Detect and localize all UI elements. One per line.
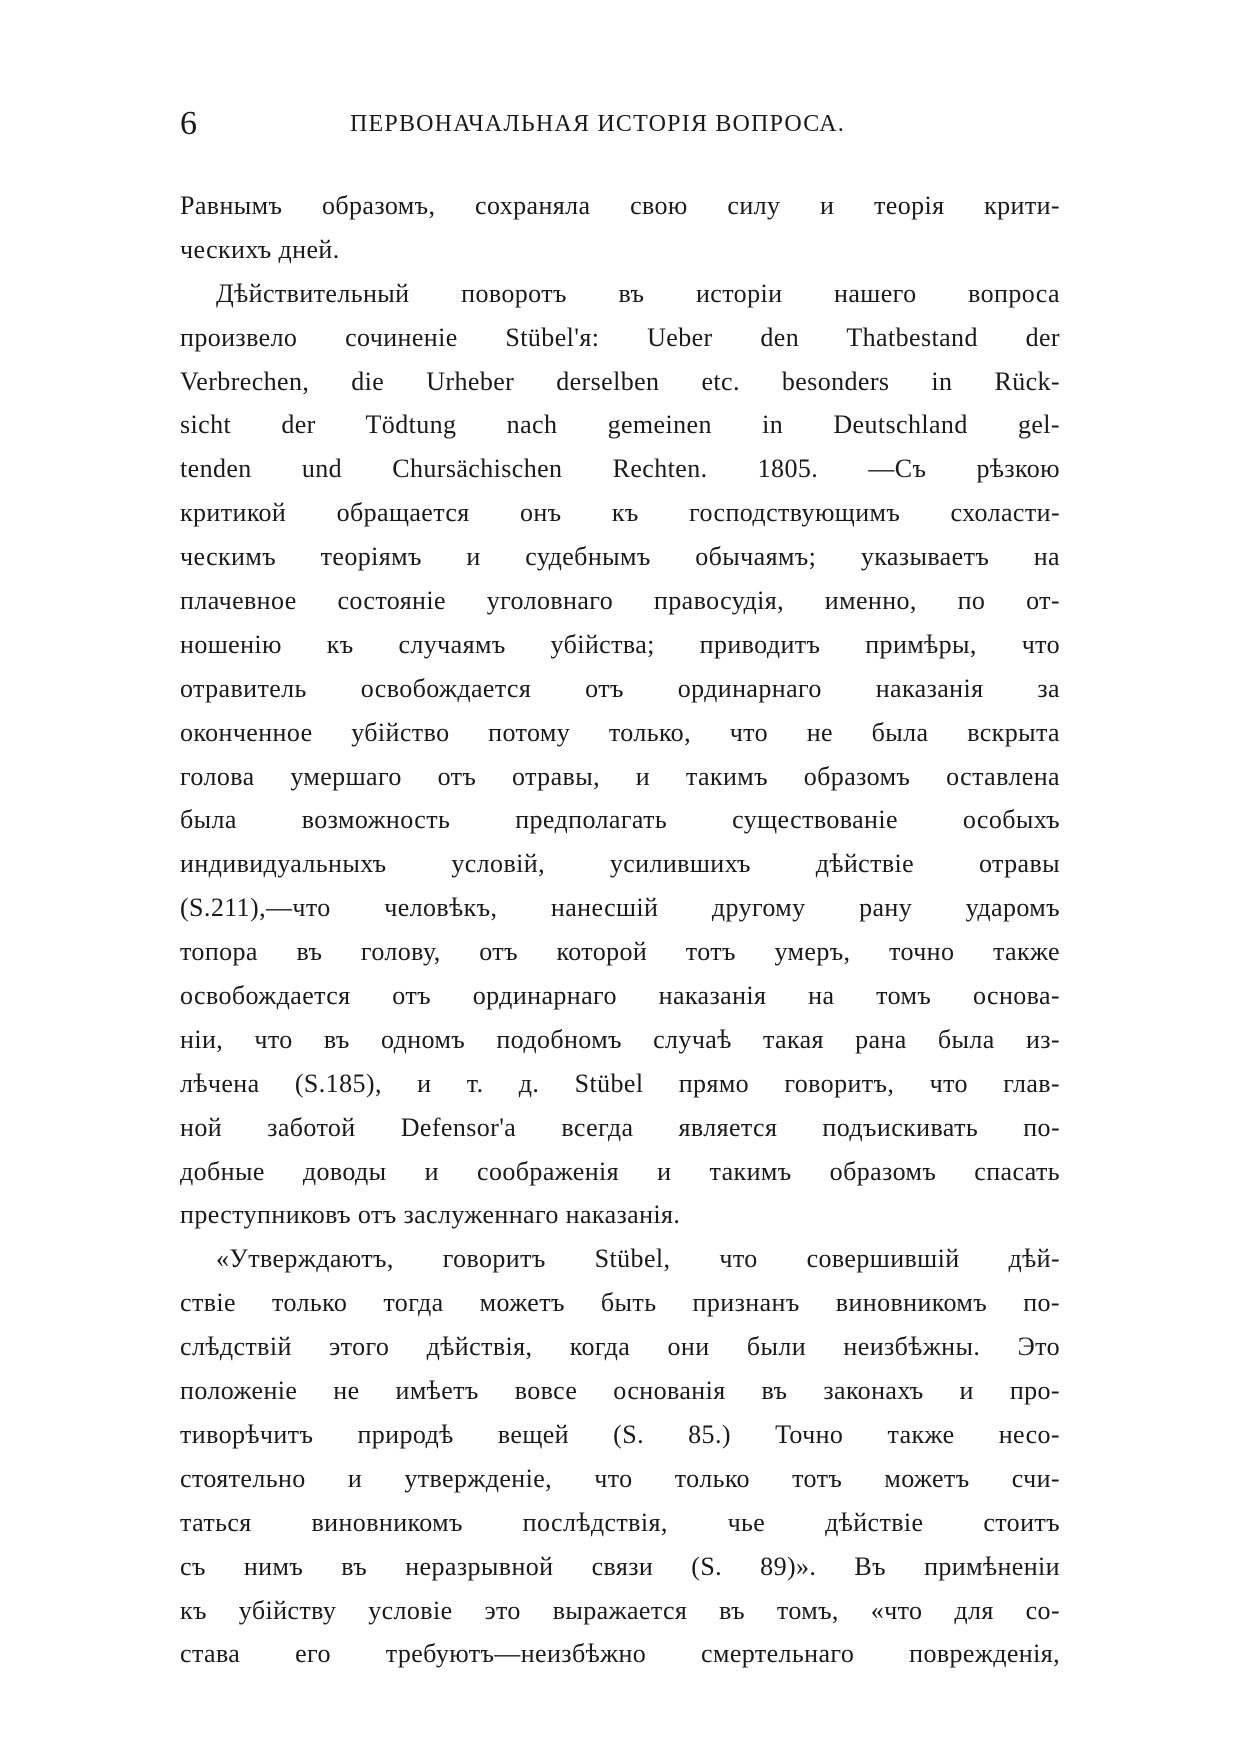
text-line: слѣдствій этого дѣйствія, когда они были неизбѣжны. Это bbox=[180, 1332, 1060, 1362]
text-line: стоятельно и утвержденіе, что только тотъ можетъ счи- bbox=[180, 1463, 1060, 1493]
text-line: съ нимъ въ неразрывной связи (S. 89)». Въ примѣненіи bbox=[180, 1551, 1060, 1581]
text-line: голова умершаго отъ отравы, и такимъ образомъ оставлена bbox=[180, 761, 1060, 791]
text-line: критикой обращается онъ къ господствующимъ схоласти- bbox=[180, 498, 1060, 528]
text-line: Verbrechen, die Urheber derselben etc. besonders in Rück- bbox=[180, 366, 1060, 396]
text-line: (S.211),—что человѣкъ, нанесшій другому рану ударомъ bbox=[180, 893, 1060, 923]
text-line: таться виновникомъ послѣдствія, чье дѣйствіе стоитъ bbox=[180, 1507, 1060, 1537]
text-line: tenden und Chursächischen Rechten. 1805. —Съ рѣзкою bbox=[180, 454, 1060, 484]
text-line: ствіе только тогда можетъ быть признанъ виновникомъ по- bbox=[180, 1288, 1060, 1318]
text-line: добные доводы и соображенія и такимъ образомъ спасать bbox=[180, 1156, 1060, 1186]
page-number: 6 bbox=[180, 105, 197, 142]
text-line: ношенію къ случаямъ убійства; приводитъ примѣры, что bbox=[180, 629, 1060, 659]
text-line: отравитель освобождается отъ ординарнаго наказанія за bbox=[180, 673, 1060, 703]
text-line: положеніе не имѣетъ вовсе основанія въ законахъ и про- bbox=[180, 1376, 1060, 1406]
text-line: става его требуютъ—неизбѣжно смертельнаго поврежденія, bbox=[180, 1639, 1060, 1669]
text-line: лѣчена (S.185), и т. д. Stübel прямо говоритъ, что глав- bbox=[180, 1068, 1060, 1098]
text-line: преступниковъ отъ заслуженнаго наказанія. bbox=[180, 1200, 681, 1230]
text-line: индивидуальныхъ условій, усилившихъ дѣйствіе отравы bbox=[180, 849, 1060, 879]
text-line: ніи, что въ одномъ подобномъ случаѣ такая рана была из- bbox=[180, 1024, 1060, 1054]
text-line: ческихъ дней. bbox=[180, 234, 340, 264]
text-line: была возможность предполагать существованіе особыхъ bbox=[180, 805, 1060, 835]
text-line: плачевное состояніе уголовнаго правосудія, именно, по от- bbox=[180, 586, 1060, 616]
running-head bbox=[180, 104, 1060, 144]
text-line: ной заботой Defensor'а всегда является подъискивать по- bbox=[180, 1112, 1060, 1142]
text-line: Равнымъ образомъ, сохраняла свою силу и теорія крити- bbox=[180, 191, 1060, 220]
text-line: тиворѣчитъ природѣ вещей (S. 85.) Точно также несо- bbox=[180, 1419, 1060, 1449]
text-line: произвело сочиненіе Stübel'я: Ueber den Thatbestand der bbox=[180, 322, 1060, 352]
text-line: освобождается отъ ординарнаго наказанія на томъ основа- bbox=[180, 981, 1060, 1011]
text-line: Дѣйствительный поворотъ въ исторіи нашего вопроса bbox=[216, 278, 1060, 308]
running-title: ПЕРВОНАЧАЛЬНАЯ ИСТОРІЯ ВОПРОСА. bbox=[350, 111, 846, 137]
text-line: «Утверждаютъ, говоритъ Stübel, что совершившій дѣй- bbox=[216, 1244, 1060, 1274]
text-line: sicht der Tödtung nach gemeinen in Deutschland gel- bbox=[180, 410, 1060, 440]
text-line: къ убійству условіе это выражается въ томъ, «что для со- bbox=[180, 1595, 1060, 1625]
text-line: ческимъ теоріямъ и судебнымъ обычаямъ; указываетъ на bbox=[180, 542, 1060, 572]
text-line: оконченное убійство потому только, что не была вскрыта bbox=[180, 717, 1060, 747]
text-line: топора въ голову, отъ которой тотъ умеръ, точно также bbox=[180, 937, 1060, 967]
body-text bbox=[180, 184, 1060, 1676]
